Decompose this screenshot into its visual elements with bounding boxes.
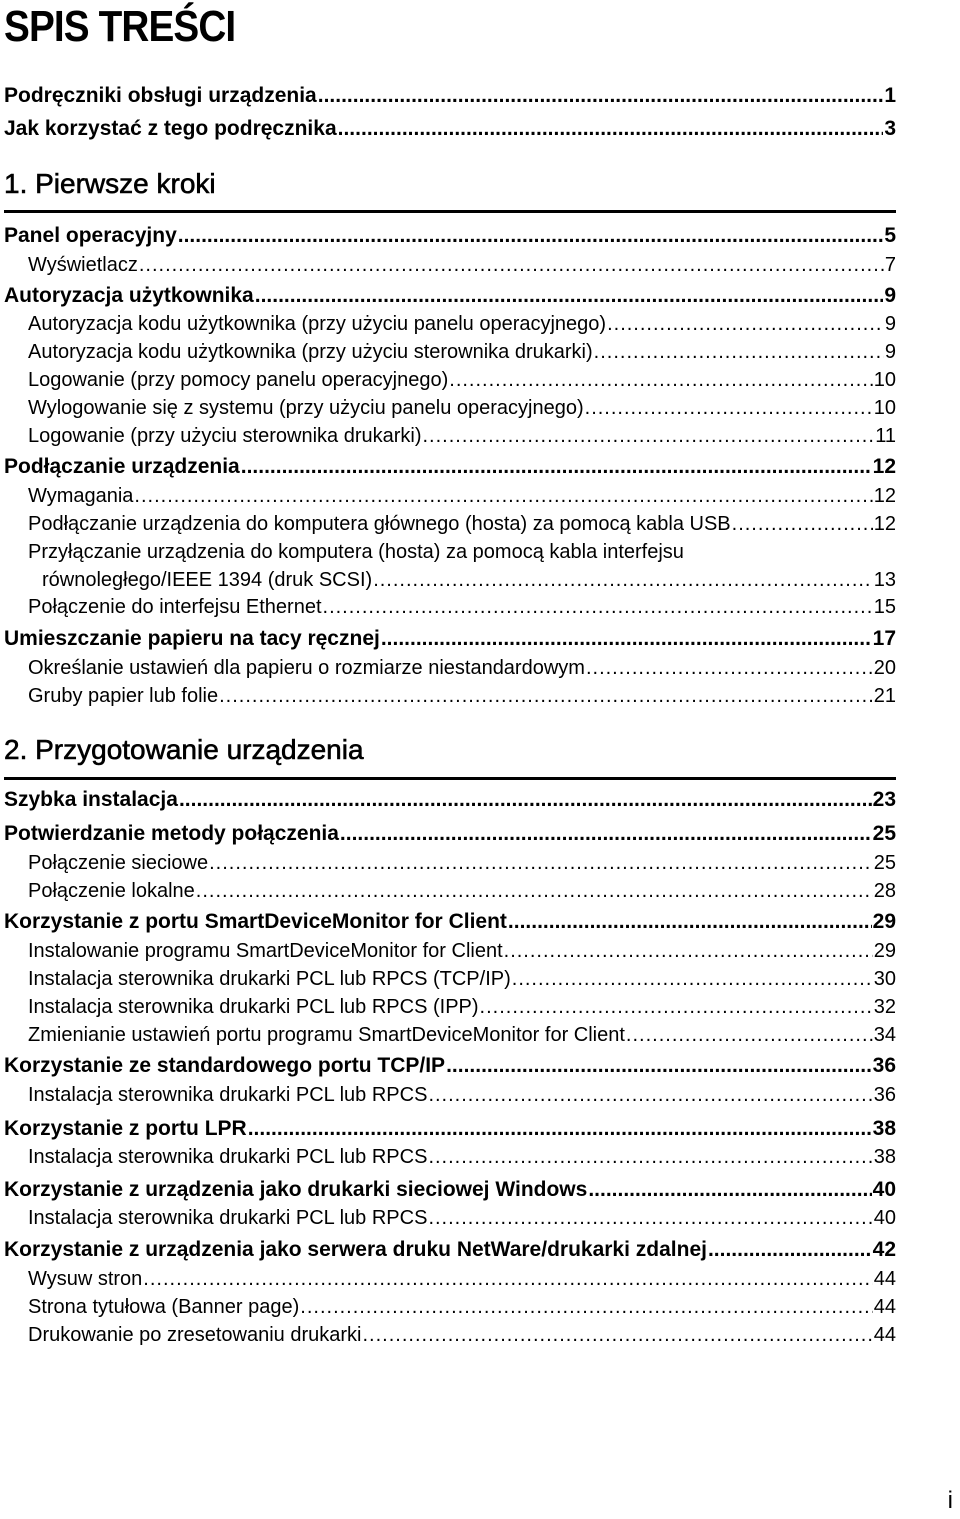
toc-entry-title: Instalowanie programu SmartDeviceMonitor for Client [28,940,503,962]
toc-entry[interactable] [28,1268,896,1291]
toc-entry-page: 3 [884,117,896,140]
toc-entry-title: Autoryzacja kodu użytkownika (przy użyciu panelu operacyjnego) [28,313,607,335]
toc-entry[interactable] [28,1084,896,1107]
toc-entry-title: Logowanie (przy użyciu sterownika drukarki) [28,425,422,447]
toc-entry[interactable] [4,627,896,651]
toc-entry-page: 15 [873,596,896,618]
toc-entry-title: Instalacja sterownika drukarki PCL lub RPCS [28,1084,428,1106]
toc-entry-page: 34 [873,1024,896,1046]
toc-entry[interactable] [42,569,896,592]
toc-entry[interactable] [4,455,896,479]
toc-entry[interactable] [28,1207,896,1230]
dot-leader [480,996,873,1019]
dot-leader [588,1178,871,1202]
toc-entry[interactable] [28,968,896,991]
toc-entry[interactable] [28,254,896,277]
toc-entry-title: Korzystanie z urządzenia jako drukarki sieciowej Windows [4,1178,588,1201]
toc-entry-page: 40 [872,1178,896,1201]
toc-entry[interactable] [4,822,896,846]
toc-entry[interactable] [4,224,896,248]
dot-leader [428,1146,872,1169]
page-title: SPIS TREŚCI [4,2,236,51]
toc-entry-page: 44 [873,1296,896,1318]
dot-leader [626,1024,873,1047]
dot-leader [196,880,873,903]
toc-entry-title: Podłączanie urządzenia do komputera głównego (hosta) za pomocą kabla USB [28,513,731,535]
toc-entry-title: Potwierdzanie metody połączenia [4,822,339,845]
toc-entry-page: 12 [872,455,896,478]
chapter-title: 1. Pierwsze kroki [4,168,216,199]
toc-entry[interactable] [28,425,896,448]
toc-entry[interactable] [4,910,896,934]
toc-entry-title: Logowanie (przy pomocy panelu operacyjnego) [28,369,449,391]
toc-entry-page: 23 [872,788,896,811]
dot-leader [594,341,884,364]
toc-entry[interactable] [28,369,896,392]
toc-entry-title: Umieszczanie papieru na tacy ręcznej [4,627,380,650]
toc-entry-title: Wymagania [28,485,134,507]
toc-entry-page: 30 [873,968,896,990]
dot-leader [178,224,884,248]
toc-entry-title: Korzystanie z urządzenia jako serwera druku NetWare/drukarki zdalnej [4,1238,707,1261]
toc-entry-title: Wyświetlacz [28,254,138,276]
toc-entry-title: Gruby papier lub folie [28,685,219,707]
dot-leader [241,455,872,479]
toc-entry-page: 12 [873,513,896,535]
dot-leader [255,284,884,308]
toc-entry[interactable] [4,1054,896,1078]
toc-entry[interactable] [28,996,896,1019]
toc-entry-title: Połączenie sieciowe [28,852,209,874]
toc-entry-page: 42 [872,1238,896,1261]
dot-leader [373,569,873,592]
chapter-rule [4,777,896,780]
dot-leader [428,1084,872,1107]
toc-entry-page: 13 [873,569,896,591]
toc-entry-title: Korzystanie z portu LPR [4,1117,247,1140]
dot-leader [512,968,873,991]
dot-leader [607,313,884,336]
dot-leader [585,397,873,420]
toc-entry[interactable] [4,84,896,108]
toc-entry-page: 9 [884,313,896,335]
dot-leader [732,513,873,536]
dot-leader [586,657,873,680]
toc-entry-page: 7 [884,254,896,276]
toc-entry-page: 29 [872,910,896,933]
toc-entry-page: 21 [873,685,896,707]
toc-entry-title: Drukowanie po zresetowaniu drukarki [28,1324,362,1346]
dot-leader [209,852,873,875]
toc-entry-page: 17 [872,627,896,650]
dot-leader [323,596,873,619]
toc-entry[interactable] [4,1117,896,1141]
toc-entry-page: 9 [884,284,896,307]
toc-entry-page: 29 [873,940,896,962]
toc-entry-title: Korzystanie z portu SmartDeviceMonitor for Client [4,910,507,933]
toc-entry-title-continuation: równoległego/IEEE 1394 (druk SCSI) [42,569,373,591]
dot-leader [423,425,875,448]
toc-entry[interactable] [28,513,896,536]
toc-entry-title: Autoryzacja użytkownika [4,284,254,307]
toc-entry-title: Podręczniki obsługi urządzenia [4,84,317,107]
toc-entry[interactable] [28,596,896,619]
toc-entry[interactable] [4,1238,896,1262]
toc-entry-title: Szybka instalacja [4,788,178,811]
toc-entry-page: 1 [884,84,896,107]
page-number: i [947,1487,953,1514]
toc-entry-page: 10 [873,397,896,419]
toc-entry-page: 32 [873,996,896,1018]
toc-entry-title: Instalacja sterownika drukarki PCL lub RPCS (IPP) [28,996,479,1018]
dot-leader [248,1117,872,1141]
toc-entry[interactable] [28,1324,896,1347]
toc-entry-page: 36 [873,1084,896,1106]
toc-entry-title: Jak korzystać z tego podręcznika [4,117,337,140]
toc-entry-title: Wysuw stron [28,1268,143,1290]
toc-entry-title: Instalacja sterownika drukarki PCL lub RPCS (TCP/IP) [28,968,511,990]
dot-leader [179,788,872,812]
toc-entry-title: Zmienianie ustawień portu programu SmartDeviceMonitor for Client [28,1024,625,1046]
toc-entry-title: Autoryzacja kodu użytkownika (przy użyciu sterownika drukarki) [28,341,593,363]
toc-entry-page: 11 [875,425,896,447]
toc-entry-page: 10 [873,369,896,391]
dot-leader [134,485,872,508]
toc-entry[interactable] [28,1024,896,1047]
chapter-title: 2. Przygotowanie urządzenia [4,734,364,765]
toc-entry[interactable] [28,397,896,420]
toc-entry[interactable] [28,1296,896,1319]
dot-leader [139,254,884,277]
toc-entry-page: 9 [884,341,896,363]
toc-entry[interactable] [28,852,896,875]
toc-entry-title: Połączenie do interfejsu Ethernet [28,596,322,618]
toc-entry[interactable] [4,284,896,308]
toc-entry-page: 25 [873,852,896,874]
dot-leader [708,1238,872,1262]
dot-leader [318,84,884,108]
dot-leader [449,369,872,392]
toc-entry[interactable] [28,685,896,708]
toc-entry-page: 44 [873,1324,896,1346]
toc-entry-page: 12 [873,485,896,507]
toc-entry[interactable] [28,313,896,336]
toc-entry[interactable] [28,341,896,364]
toc-entry-title: Strona tytułowa (Banner page) [28,1296,300,1318]
toc-entry[interactable] [28,1146,896,1169]
toc-entry-page: 38 [873,1146,896,1168]
toc-entry-page: 44 [873,1268,896,1290]
toc-entry-page: 20 [873,657,896,679]
dot-leader [300,1296,872,1319]
toc-entry[interactable] [28,940,896,963]
toc-entry-title: Wylogowanie się z systemu (przy użyciu panelu operacyjnego) [28,397,584,419]
toc-entry-page: 40 [873,1207,896,1229]
dot-leader [363,1324,873,1347]
dot-leader [446,1054,872,1078]
toc-entry[interactable] [28,485,896,508]
toc-entry-title[interactable]: Przyłączanie urządzenia do komputera (hosta) za pomocą kabla interfejsu [28,541,684,563]
toc-entry-title: Instalacja sterownika drukarki PCL lub RPCS [28,1146,428,1168]
toc-entry[interactable] [4,788,896,812]
toc-entry-title: Panel operacyjny [4,224,177,247]
toc-entry-page: 36 [872,1054,896,1077]
dot-leader [508,910,872,934]
toc-entry-title: Połączenie lokalne [28,880,195,902]
toc-entry-page: 28 [873,880,896,902]
dot-leader [428,1207,872,1230]
dot-leader [381,627,872,651]
dot-leader [219,685,873,708]
toc-entry-page: 38 [872,1117,896,1140]
dot-leader [340,822,872,846]
toc-entry-title: Określanie ustawień dla papieru o rozmiarze niestandardowym [28,657,585,679]
toc-entry[interactable] [4,117,896,141]
toc-entry-page: 25 [872,822,896,845]
dot-leader [338,117,884,141]
dot-leader [143,1268,872,1291]
toc-entry[interactable] [28,880,896,903]
dot-leader [504,940,873,963]
toc-entry-title: Instalacja sterownika drukarki PCL lub RPCS [28,1207,428,1229]
toc-entry[interactable] [28,657,896,680]
toc-entry-page: 5 [884,224,896,247]
toc-entry-title: Podłączanie urządzenia [4,455,240,478]
chapter-rule [4,210,896,213]
toc-entry-title: Korzystanie ze standardowego portu TCP/IP [4,1054,446,1077]
toc-entry[interactable] [4,1178,896,1202]
